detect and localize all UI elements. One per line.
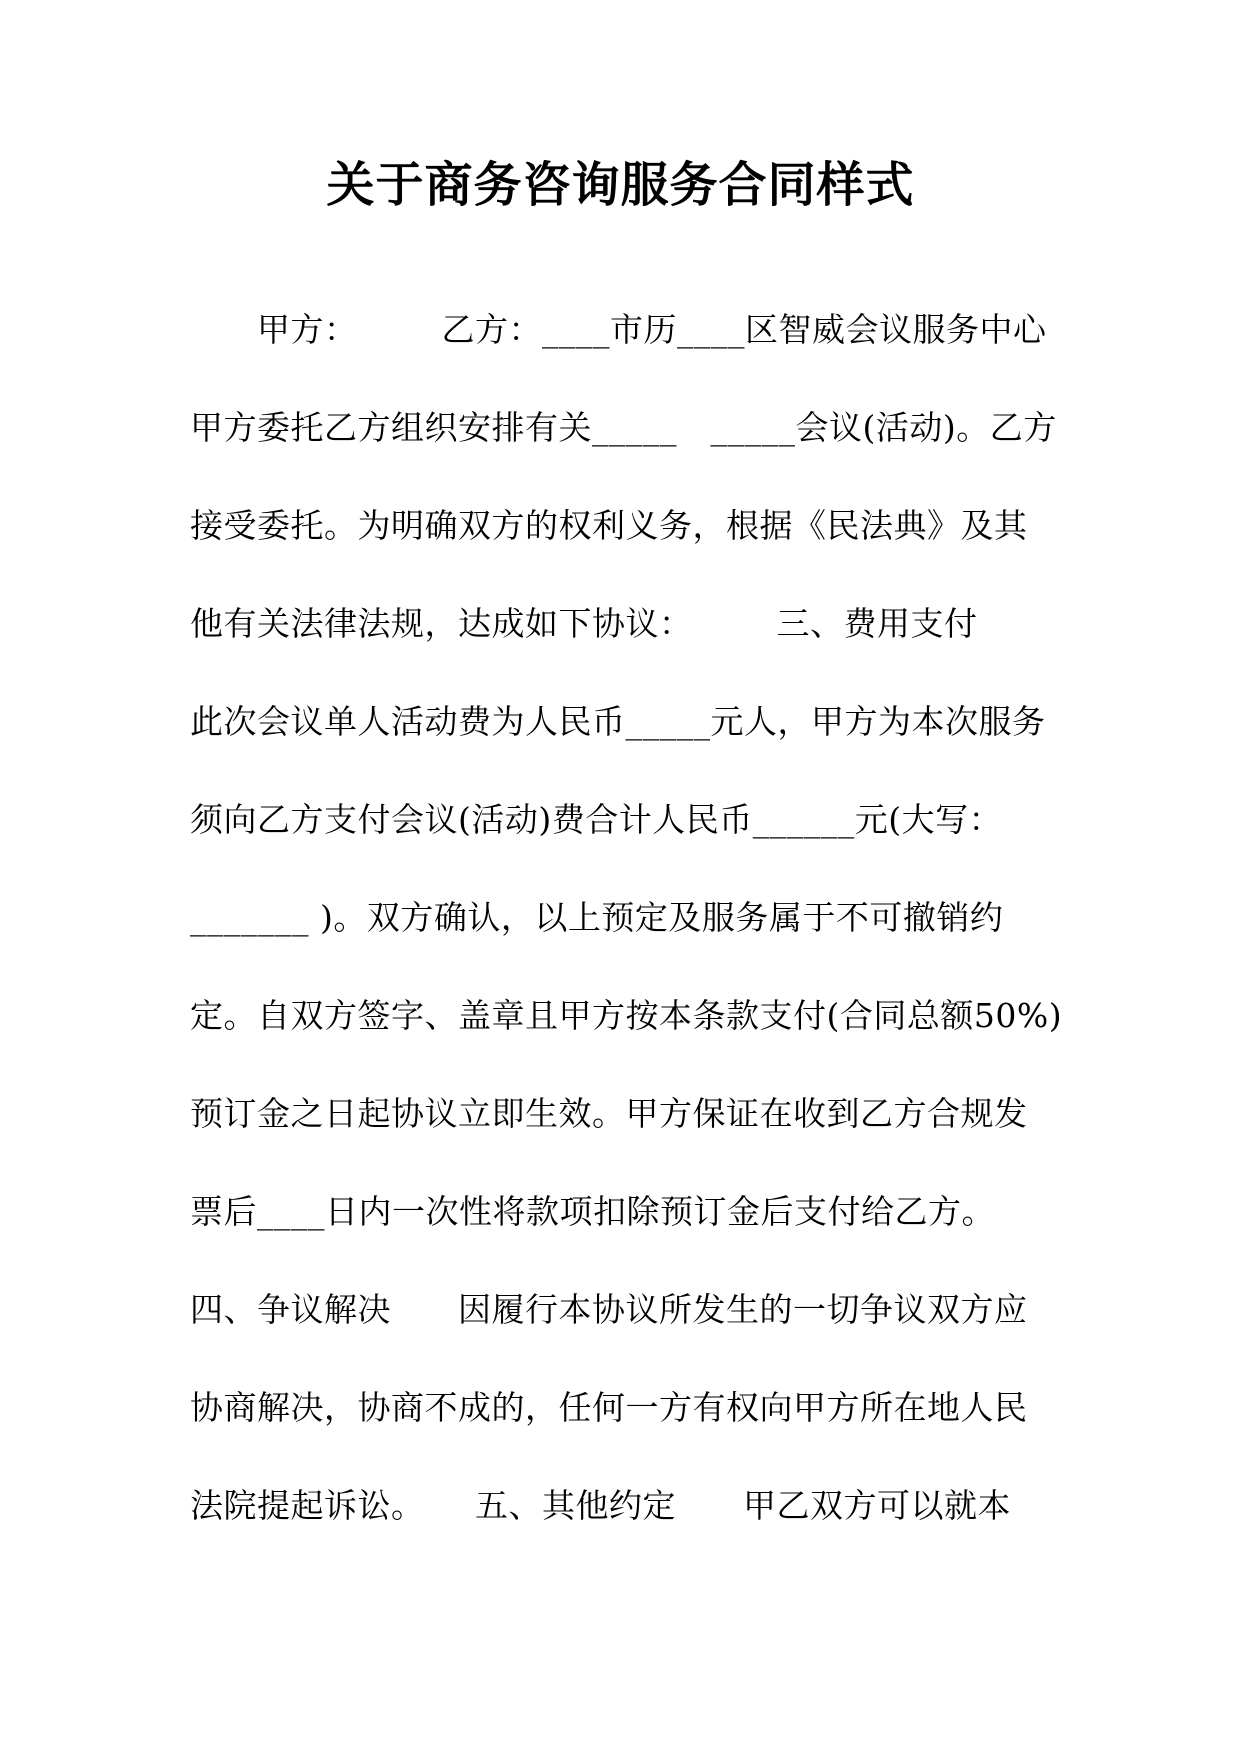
document-title: 关于商务咨询服务合同样式 bbox=[326, 157, 915, 213]
body-line: 法院提起诉讼。 五、其他约定 甲乙双方可以就本 bbox=[190, 1486, 1011, 1525]
body-line: 定。自双方签字、盖章且甲方按本条款支付(合同总额50%) bbox=[190, 996, 1063, 1035]
body-line: _______ )。双方确认，以上预定及服务属于不可撤销约 bbox=[190, 898, 1004, 937]
body-line: 须向乙方支付会议(活动)费合计人民币______元(大写： bbox=[190, 800, 1003, 839]
body-line: 接受委托。为明确双方的权利义务，根据《民法典》及其 bbox=[190, 506, 1028, 545]
body-line: 预订金之日起协议立即生效。甲方保证在收到乙方合规发 bbox=[190, 1094, 1028, 1133]
body-line: 他有关法律法规，达成如下协议： 三、费用支付 bbox=[190, 604, 978, 643]
body-line: 此次会议单人活动费为人民币_____元人，甲方为本次服务 bbox=[190, 702, 1046, 741]
body-line: 甲方委托乙方组织安排有关_____ _____会议(活动)。乙方 bbox=[190, 408, 1057, 447]
body-line: 甲方： 乙方：____市历____区智威会议服务中心 bbox=[190, 310, 1047, 349]
body-line: 四、争议解决 因履行本协议所发生的一切争议双方应 bbox=[190, 1290, 1028, 1329]
body-line: 协商解决，协商不成的，任何一方有权向甲方所在地人民 bbox=[190, 1388, 1028, 1427]
body-line: 票后____日内一次性将款项扣除预订金后支付给乙方。 bbox=[190, 1192, 995, 1231]
